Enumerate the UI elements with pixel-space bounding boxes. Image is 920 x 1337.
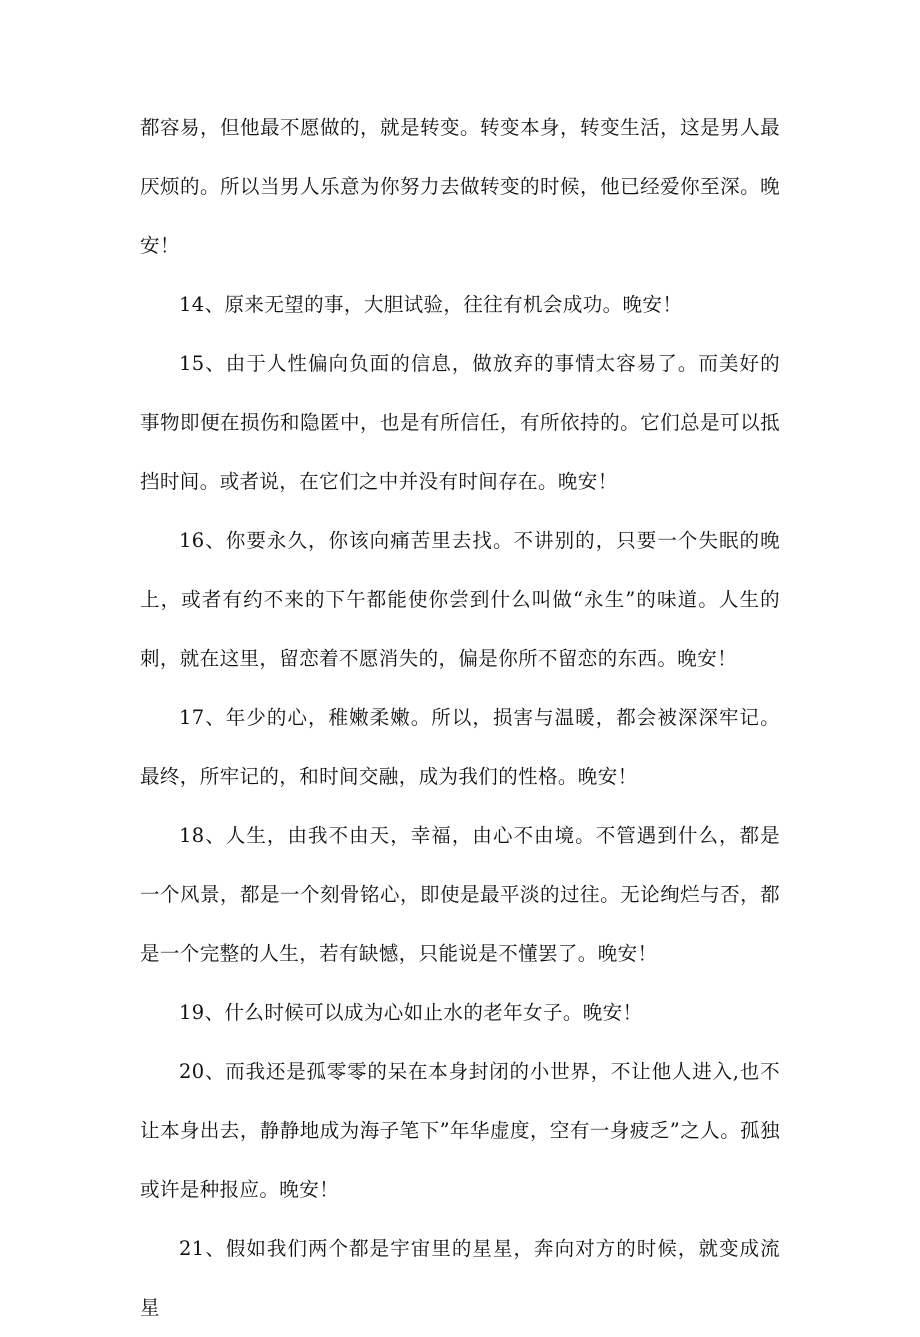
paragraph-16: 16、你要永久，你该向痛苦里去找。不讲别的，只要一个失眠的晚上，或者有约不来的下午都能使你尝到什么叫做“永生”的味道。人生的刺，就在这里，留恋着不愿消失的，偏是你所不留恋的东西。晚安！ [140, 529, 780, 670]
paragraph-17: 17、年少的心，稚嫩柔嫩。所以，损害与温暖，都会被深深牢记。最终，所牢记的，和时间交融，成为我们的性格。晚安！ [140, 706, 780, 788]
paragraph-19: 19、什么时候可以成为心如止水的老年女子。晚安！ [179, 1001, 643, 1024]
paragraph-18: 18、人生，由我不由天，幸福，由心不由境。不管遇到什么，都是一个风景，都是一个刻骨铭心，即使是最平淡的过往。无论绚烂与否，都是一个完整的人生，若有缺憾，只能说是不懂罢了。晚安！ [140, 824, 780, 965]
document-body [140, 98, 780, 1337]
paragraph-14: 14、原来无望的事，大胆试验，往往有机会成功。晚安！ [179, 293, 683, 316]
paragraph-20: 20、而我还是孤零零的呆在本身封闭的小世界，不让他人进入,也不让本身出去，静静地成为海子笔下”年华虚度，空有一身疲乏”之人。孤独或许是种报应。晚安！ [140, 1060, 780, 1201]
paragraph-15: 15、由于人性偏向负面的信息，做放弃的事情太容易了。而美好的事物即便在损伤和隐匿中，也是有所信任，有所依持的。它们总是可以抵挡时间。或者说，在它们之中并没有时间存在。晚安！ [140, 352, 780, 493]
paragraph-21: 21、假如我们两个都是宇宙里的星星，奔向对方的时候，就变成流星 [140, 1237, 780, 1319]
paragraph-continued: 都容易，但他最不愿做的，就是转变。转变本身，转变生活，这是男人最厌烦的。所以当男人乐意为你努力去做转变的时候，他已经爱你至深。晚安！ [140, 116, 780, 257]
